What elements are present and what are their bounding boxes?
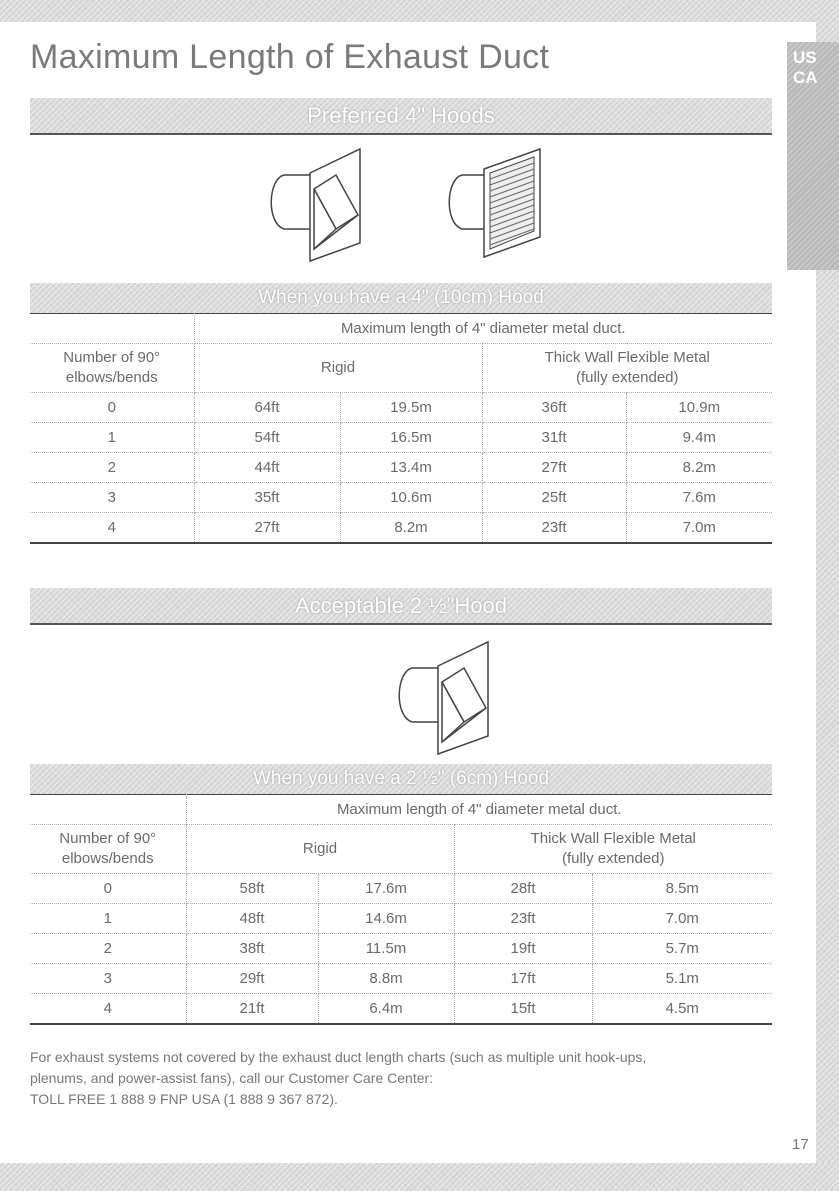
footnote-line-3: TOLL FREE 1 888 9 FNP USA (1 888 9 367 872). [30, 1091, 338, 1107]
flex-ft-cell: 36ft [482, 393, 626, 423]
flap-hood-illustration [262, 145, 372, 265]
flex-m-cell: 7.6m [626, 483, 772, 513]
table-caption-4in-label: When you have a 4" (10cm) Hood [258, 287, 544, 308]
rigid-ft-cell: 35ft [194, 483, 340, 513]
flex-m-cell: 5.1m [592, 964, 772, 994]
elbows-cell: 1 [30, 904, 186, 934]
table-row [30, 964, 772, 994]
duct-length-table-2-5in [30, 794, 772, 1025]
table-header-row [30, 825, 772, 874]
table-row [30, 994, 772, 1025]
table-header-row [30, 344, 772, 393]
duct-length-table-4in [30, 313, 772, 544]
empty-header-cell [30, 313, 194, 344]
elbows-header: Number of 90° elbows/bends [30, 344, 194, 393]
table-row [30, 874, 772, 904]
flex-ft-cell: 27ft [482, 453, 626, 483]
rigid-ft-cell: 58ft [186, 874, 318, 904]
flex-m-cell: 5.7m [592, 934, 772, 964]
table-row [30, 453, 772, 483]
elbows-cell: 3 [30, 964, 186, 994]
flex-m-cell: 7.0m [626, 513, 772, 544]
flex-ft-cell: 28ft [454, 874, 592, 904]
rigid-m-cell: 8.8m [318, 964, 454, 994]
table-row [30, 393, 772, 423]
flex-m-cell: 9.4m [626, 423, 772, 453]
table-row [30, 904, 772, 934]
grille-hood-illustration [440, 145, 550, 265]
flex-m-cell: 7.0m [592, 904, 772, 934]
elbows-cell: 1 [30, 423, 194, 453]
rigid-m-cell: 19.5m [340, 393, 482, 423]
rigid-m-cell: 13.4m [340, 453, 482, 483]
empty-header-cell [30, 794, 186, 825]
flap-hood-illustration [390, 638, 500, 758]
footnote-text [30, 1047, 790, 1110]
elbows-cell: 3 [30, 483, 194, 513]
table-row [30, 934, 772, 964]
rigid-ft-cell: 54ft [194, 423, 340, 453]
rigid-m-cell: 6.4m [318, 994, 454, 1025]
flex-m-cell: 8.2m [626, 453, 772, 483]
region-tab-us: US [793, 48, 817, 67]
span-header: Maximum length of 4" diameter metal duct. [194, 313, 772, 344]
flex-ft-cell: 15ft [454, 994, 592, 1025]
footnote-line-2: plenums, and power-assist fans), call our Customer Care Center: [30, 1070, 434, 1086]
flex-ft-cell: 31ft [482, 423, 626, 453]
rigid-m-cell: 10.6m [340, 483, 482, 513]
footnote-line-1: For exhaust systems not covered by the exhaust duct length charts (such as multiple unit hook-ups, [30, 1049, 647, 1065]
rigid-ft-cell: 21ft [186, 994, 318, 1025]
page-number: 17 [792, 1136, 809, 1153]
elbows-header: Number of 90° elbows/bends [30, 825, 186, 874]
elbows-cell: 4 [30, 513, 194, 544]
flex-m-cell: 8.5m [592, 874, 772, 904]
rigid-header: Rigid [186, 825, 454, 874]
elbows-cell: 4 [30, 994, 186, 1025]
table-span-header-row [30, 794, 772, 825]
elbows-cell: 0 [30, 393, 194, 423]
page-title: Maximum Length of Exhaust Duct [30, 38, 550, 76]
flex-ft-cell: 25ft [482, 483, 626, 513]
section-heading-preferred [30, 98, 772, 135]
rigid-header: Rigid [194, 344, 482, 393]
region-tab [787, 42, 839, 270]
flex-m-cell: 4.5m [592, 994, 772, 1025]
table-caption-2-5in-label: When you have a 2 ½" (6cm) Hood [252, 768, 550, 789]
table-span-header-row [30, 313, 772, 344]
table-caption-4in [30, 283, 772, 314]
elbows-cell: 0 [30, 874, 186, 904]
flex-header: Thick Wall Flexible Metal (fully extended) [454, 825, 772, 874]
table-row [30, 483, 772, 513]
flex-header: Thick Wall Flexible Metal (fully extended) [482, 344, 772, 393]
flex-ft-cell: 19ft [454, 934, 592, 964]
section-heading-preferred-label: Preferred 4" Hoods [307, 103, 495, 128]
rigid-ft-cell: 44ft [194, 453, 340, 483]
flex-ft-cell: 23ft [454, 904, 592, 934]
rigid-m-cell: 11.5m [318, 934, 454, 964]
flex-ft-cell: 17ft [454, 964, 592, 994]
table-row [30, 513, 772, 544]
flex-ft-cell: 23ft [482, 513, 626, 544]
span-header: Maximum length of 4" diameter metal duct. [186, 794, 772, 825]
rigid-ft-cell: 48ft [186, 904, 318, 934]
elbows-cell: 2 [30, 453, 194, 483]
rigid-m-cell: 14.6m [318, 904, 454, 934]
rigid-ft-cell: 29ft [186, 964, 318, 994]
section-heading-acceptable [30, 588, 772, 625]
table-row [30, 423, 772, 453]
bottom-border [0, 1163, 839, 1191]
rigid-ft-cell: 38ft [186, 934, 318, 964]
rigid-ft-cell: 27ft [194, 513, 340, 544]
table-caption-2-5in [30, 764, 772, 795]
rigid-m-cell: 16.5m [340, 423, 482, 453]
elbows-cell: 2 [30, 934, 186, 964]
top-border [0, 0, 839, 22]
flex-m-cell: 10.9m [626, 393, 772, 423]
rigid-m-cell: 8.2m [340, 513, 482, 544]
rigid-ft-cell: 64ft [194, 393, 340, 423]
rigid-m-cell: 17.6m [318, 874, 454, 904]
section-heading-acceptable-label: Acceptable 2 ½"Hood [294, 593, 508, 618]
region-tab-ca: CA [793, 68, 818, 87]
